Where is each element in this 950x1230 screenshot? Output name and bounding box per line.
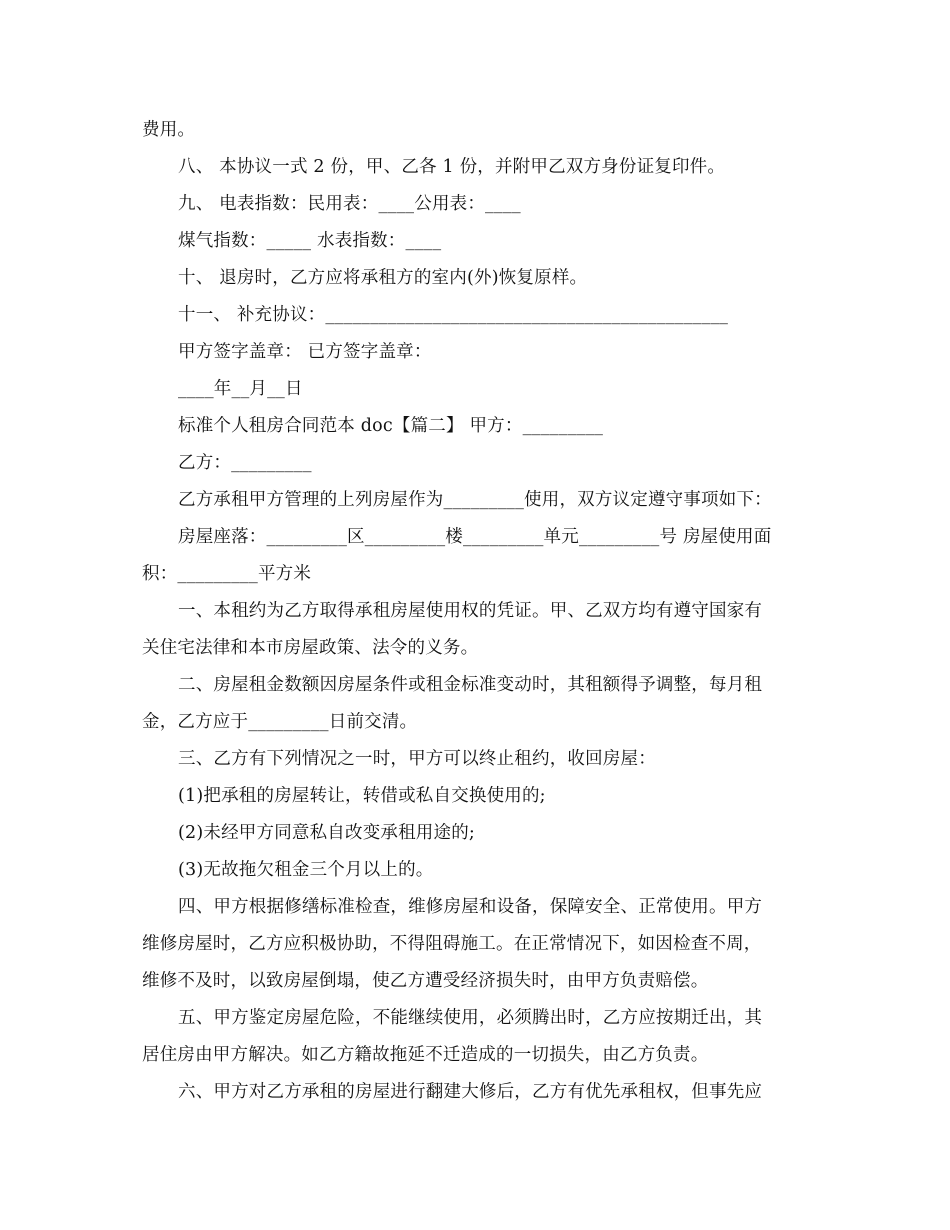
paragraph-line: 八、 本协议一式 2 份，甲、乙各 1 份，并附甲乙双方身份证复印件。 [178, 157, 726, 177]
paragraph-line: 十、 退房时，乙方应将承租方的室内(外)恢复原样。 [178, 268, 588, 288]
paragraph-line: 二、房屋租金数额因房屋条件或租金标准变动时，其租额得予调整，每月租 [178, 675, 763, 695]
paragraph-line: 三、乙方有下列情况之一时，甲方可以终止租约，收回房屋： [178, 749, 656, 769]
signature-line: 甲方签字盖章： 已方签字盖章： [178, 342, 432, 362]
list-item: (3)无故拖欠租金三个月以上的。 [178, 860, 434, 880]
paragraph-line: 煤气指数：_____ 水表指数：____ [178, 231, 442, 251]
paragraph-line: 费用。 [142, 120, 196, 140]
paragraph-line: 关住宅法律和本市房屋政策、法令的义务。 [142, 638, 479, 658]
paragraph-line: 九、 电表指数：民用表：____公用表：____ [178, 194, 521, 214]
paragraph-line: 维修不及时，以致房屋倒塌，使乙方遭受经济损失时，由甲方负责赔偿。 [142, 971, 709, 991]
paragraph-line: 乙方：_________ [178, 453, 312, 473]
paragraph-line: 乙方承租甲方管理的上列房屋作为_________使用，双方议定遵守事项如下： [178, 490, 772, 510]
paragraph-line: 五、甲方鉴定房屋危险，不能继续使用，必须腾出时，乙方应按期迁出，其 [178, 1008, 763, 1028]
paragraph-line: 维修房屋时，乙方应积极协助，不得阻碍施工。在正常情况下，如因检查不周， [142, 934, 762, 954]
paragraph-line: 积：_________平方米 [142, 564, 312, 584]
paragraph-line: 四、甲方根据修缮标准检查，维修房屋和设备，保障安全、正常使用。甲方 [178, 897, 763, 917]
date-line: ____年__月__日 [178, 379, 303, 399]
section-heading: 标准个人租房合同范本 doc【篇二】 甲方：_________ [178, 416, 604, 436]
paragraph-line: 居住房由甲方解决。如乙方籍故拖延不迁造成的一切损失，由乙方负责。 [142, 1045, 709, 1065]
paragraph-line: 十一、 补充协议：_____________________________________________ [178, 305, 729, 325]
paragraph-line: 金，乙方应于_________日前交清。 [142, 712, 418, 732]
paragraph-line: 房屋座落：_________区_________楼_________单元_________号 房屋使用面 [178, 527, 772, 547]
paragraph-line: 一、本租约为乙方取得承租房屋使用权的凭证。甲、乙双方均有遵守国家有 [178, 601, 763, 621]
list-item: (2)未经甲方同意私自改变承租用途的; [178, 823, 475, 843]
list-item: (1)把承租的房屋转让，转借或私自交换使用的; [178, 786, 546, 806]
paragraph-line: 六、甲方对乙方承租的房屋进行翻建大修后，乙方有优先承租权，但事先应 [178, 1082, 763, 1102]
